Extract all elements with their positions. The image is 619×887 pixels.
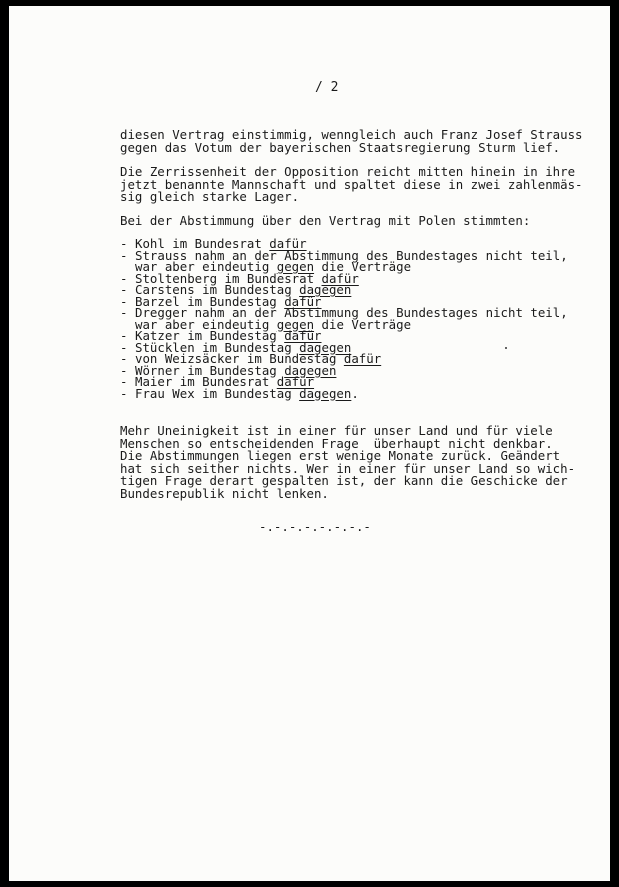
vote-value: gegen — [276, 316, 315, 332]
continuation-text: war aber eindeutig — [135, 316, 277, 332]
vote-value: dafür — [284, 328, 322, 343]
vote-value: dafür — [321, 270, 359, 286]
list-item-text: Barzel im Bundestag — [135, 293, 285, 309]
list-item-text: Carstens im Bundestag — [135, 282, 300, 297]
continuation-text: war aber eindeutig — [135, 259, 277, 274]
paragraph-4: Mehr Uneinigkeit ist in einer für unser Land und für viele Menschen so entscheidenden Frage überhaupt nicht denkbar. Die Abstimmungen liegen erst wenige Monate zurück. Geändert hat sich seither nichts. Wer in einer für unser Land so wich- tigen Frage derart gespalten ist, der kann die Geschicke der Bundesrepublik nicht lenken. — [120, 423, 576, 501]
vote-value: dafür — [343, 351, 382, 366]
vote-value: dagegen — [299, 385, 352, 401]
continuation-text-end: die Verträge — [314, 316, 412, 332]
vote-value: dagegen — [299, 282, 352, 297]
vote-list-item — [120, 247, 590, 274]
list-dash: - — [120, 305, 128, 320]
list-item-text: Stücklen im Bundestag — [135, 339, 300, 355]
list-item-text: Katzer im Bundestag — [135, 328, 285, 343]
list-item-text: Strauss nahm an der Abstimmung des Bundestages nicht teil, — [135, 247, 568, 263]
vote-value: dafür — [269, 236, 307, 251]
paragraph-1: diesen Vertrag einstimmig, wenngleich auch Franz Josef Strauss gegen das Votum der bayerischen Staatsregierung Sturm lief. — [120, 127, 583, 155]
end-divider: -.-.-.-.-.-.-.- — [259, 519, 371, 534]
vote-value: dagegen — [284, 362, 337, 378]
list-item-text: Dregger nahm an der Abstimmung des Bundestages nicht teil, — [135, 305, 568, 320]
list-dash: - — [120, 270, 128, 286]
vote-list-item — [120, 307, 590, 330]
vote-value: dafür — [276, 374, 315, 389]
scan-speck — [505, 347, 507, 349]
vote-list — [120, 238, 590, 399]
list-item-text: Kohl im Bundesrat — [135, 236, 270, 251]
list-dash: - — [120, 328, 128, 343]
vote-value: gegen — [276, 259, 315, 274]
vote-value: dagegen — [299, 339, 352, 355]
list-item-tail: . — [351, 385, 359, 401]
list-dash: - — [120, 385, 128, 401]
list-dash: - — [120, 293, 128, 309]
list-dash: - — [120, 282, 128, 297]
list-item-text: Frau Wex im Bundestag — [135, 385, 300, 401]
list-item-text: Stoltenberg im Bundesrat — [135, 270, 322, 286]
list-dash: - — [120, 247, 128, 263]
list-dash: - — [120, 362, 128, 378]
list-item-text: von Weizsäcker im Bundestag — [135, 351, 344, 366]
list-dash: - — [120, 374, 128, 389]
vote-list-item — [120, 385, 590, 401]
list-dash: - — [120, 339, 128, 355]
paragraph-3: Bei der Abstimmung über den Vertrag mit Polen stimmten: — [120, 213, 531, 228]
page-number: / 2 — [315, 80, 339, 95]
list-item-text: Maier im Bundesrat — [135, 374, 277, 389]
vote-value: dafür — [284, 293, 322, 309]
list-dash: - — [120, 236, 128, 251]
list-dash: - — [120, 351, 128, 366]
list-item-text: Wörner im Bundestag — [135, 362, 285, 378]
document-page — [9, 6, 610, 881]
continuation-text-end: die Verträge — [314, 259, 412, 274]
paragraph-2: Die Zerrissenheit der Opposition reicht mitten hinein in ihre jetzt benannte Mannschaft und spaltet diese in zwei zahlenmäs- sig gleich starke Lager. — [120, 164, 583, 204]
